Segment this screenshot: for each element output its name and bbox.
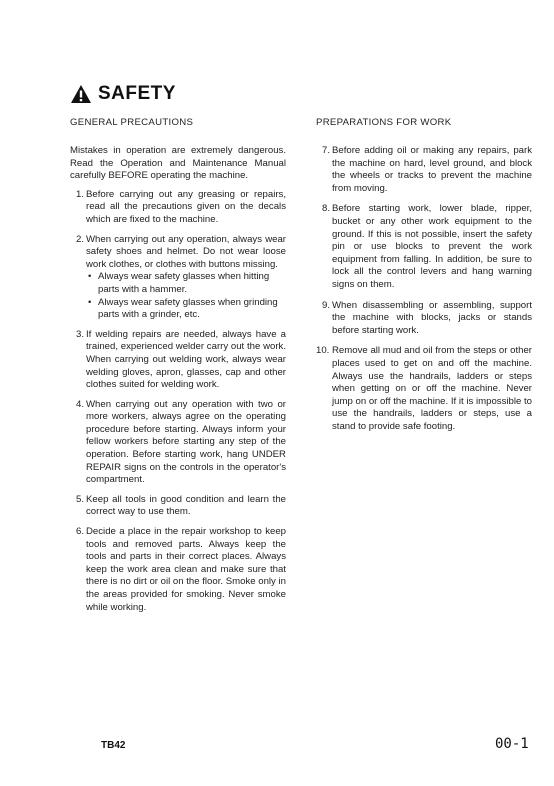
item-text: When carrying out any operation, always wear safety shoes and helmet. Do not wear loose work clothes, or clothes with buttons missing. (86, 233, 286, 270)
list-item (70, 494, 286, 519)
item-number: 6. (76, 526, 85, 538)
item-number: 3. (76, 328, 85, 340)
item-text: Before starting work, lower blade, ripper, bucket or any other work equipment to the ground. If this is not possible, insert the safety pin or use blocks to prevent the work equipment from falling. In addition, be sure to lock all the control levers and hang warning signs on them. (332, 203, 532, 290)
item-number: 10. (316, 345, 330, 357)
item-number: 2. (76, 233, 85, 245)
item-text: When disassembling or assembling, support the machine with blocks, jacks or stands before starting work. (332, 299, 532, 336)
list-item (316, 345, 532, 433)
bullet-dot-icon: • (88, 296, 92, 308)
model-code: TB42 (101, 740, 126, 751)
section-title (70, 83, 176, 105)
preparations-list (316, 145, 532, 433)
list-item (70, 399, 286, 487)
item-number: 4. (76, 398, 85, 410)
list-item (70, 329, 286, 392)
bullet-item (86, 271, 286, 296)
page-number: 00-1 (495, 736, 529, 752)
general-precautions-heading: GENERAL PRECAUTIONS (70, 117, 194, 128)
item-number: 7. (322, 145, 331, 156)
item-text: Keep all tools in good condition and learn the correct way to use them. (86, 493, 286, 518)
list-item (316, 203, 532, 291)
bullet-dot-icon: • (88, 271, 92, 283)
bullet-list (86, 271, 286, 321)
right-column (316, 117, 532, 441)
bullet-item (86, 297, 286, 322)
intro-paragraph: Mistakes in operation are extremely dangerous. Read the Operation and Maintenance Manual carefully BEFORE operating the machine. (70, 145, 286, 182)
preparations-heading: PREPARATIONS FOR WORK (316, 117, 452, 128)
list-item (70, 526, 286, 614)
item-number: 9. (322, 299, 331, 311)
item-text: Before adding oil or making any repairs, park the machine on hard, level ground, and block the wheels or tracks to prevent the machine from moving. (332, 145, 532, 194)
item-text: If welding repairs are needed, always have a trained, experienced welder carry out the work. When carrying out welding work, always wear welding gloves, apron, glasses, cap and other clothes suited for welding work. (86, 328, 286, 391)
item-text: Decide a place in the repair workshop to keep tools and removed parts. Always keep the tools and parts in their correct places. Always keep the work area clean and make sure that there is no dirt or oil on the floor. Smoke only in the areas provided for smoking. Never smoke while working. (86, 526, 286, 613)
list-item (70, 189, 286, 227)
item-text: When carrying out any operation with two or more workers, always agree on the operating procedure before starting. Always inform your fellow workers before starting any step of the operation. Before starting work, hang UNDER REPAIR signs on the controls in the operator's compartment. (86, 398, 286, 486)
list-item (70, 234, 286, 322)
precautions-list (70, 189, 286, 614)
bullet-text: Always wear safety glasses when hitting parts with a hammer. (98, 271, 270, 295)
page-title: SAFETY (98, 83, 176, 104)
item-number: 1. (76, 188, 85, 200)
item-number: 8. (322, 203, 331, 215)
item-number: 5. (76, 493, 85, 505)
item-text: Remove all mud and oil from the steps or other places used to get on and off the machine. Always use the handrails, ladders or steps when getting on or off the machine. Never jump on or off the machine. If it is impossible to use the handrails, ladders or steps, use a stand to provide safe footing. (332, 345, 532, 432)
left-column (70, 117, 286, 621)
bullet-text: Always wear safety glasses when grinding parts with a grinder, etc. (98, 296, 278, 321)
list-item (316, 300, 532, 338)
list-item (316, 145, 532, 195)
warning-triangle-icon (70, 84, 92, 104)
item-text: Before carrying out any greasing or repairs, read all the precautions given on the decals which are fixed to the machine. (86, 188, 286, 225)
